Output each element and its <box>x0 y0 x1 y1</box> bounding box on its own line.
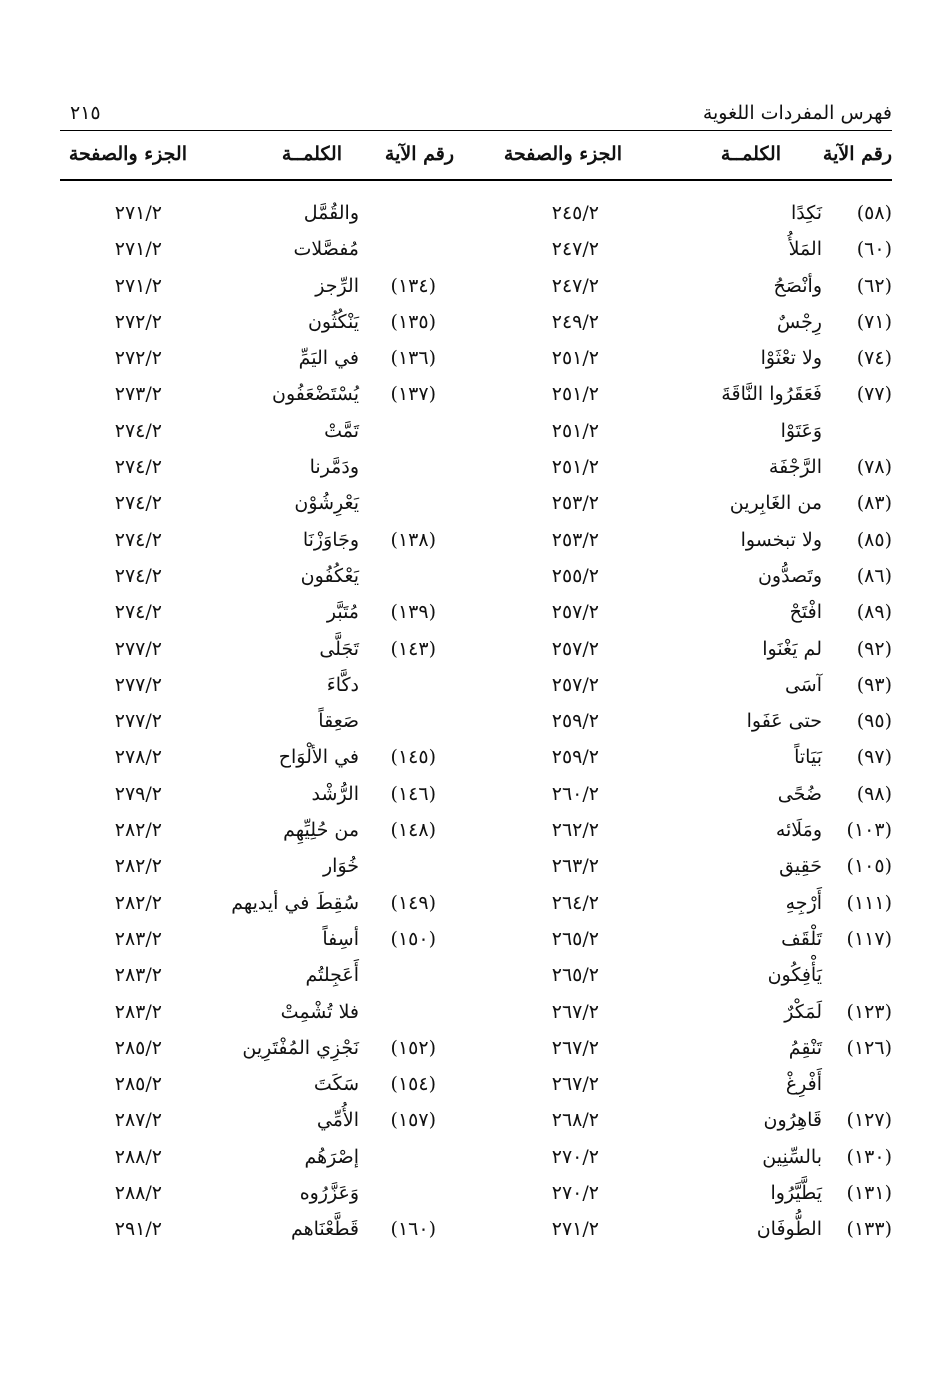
table-row <box>0 636 944 672</box>
table-row <box>0 1071 944 1107</box>
volume-page-ref: ٢٥٩/٢ <box>551 746 599 769</box>
entry-word: تَلْقَف <box>781 927 822 950</box>
table-row <box>0 599 944 635</box>
verse-number: (٨٦) <box>856 564 892 587</box>
entry-word: ولا تعْثَوْا <box>760 347 822 370</box>
entry-word: آسَى <box>784 673 822 696</box>
verse-number: (١٥٠) <box>390 927 436 950</box>
entry-word: ولا تبخسوا <box>740 528 822 551</box>
volume-page-ref: ٢٥٧/٢ <box>551 601 599 624</box>
entry-word: يَعْرِشُوْن <box>294 492 359 515</box>
header-rule <box>60 130 892 131</box>
entry-word: يَأْفِكُون <box>767 964 822 987</box>
volume-page-ref: ٢٧٧/٢ <box>114 673 162 696</box>
volume-page-ref: ٢٦٢/٢ <box>551 819 599 842</box>
entry-word: يَطَّيَّرُوا <box>770 1182 822 1205</box>
entry-word: تَنْقِمُ <box>788 1036 822 1059</box>
entry-word: في اليَمِّ <box>298 347 359 370</box>
entry-word: الأُمِّي <box>316 1109 359 1132</box>
entry-word: مُتَبَّر <box>326 601 359 624</box>
right-verse-header: رقم الآية <box>822 143 892 165</box>
volume-page-ref: ٢٧٤/٢ <box>114 492 162 515</box>
verse-number: (١٣٠) <box>846 1145 892 1168</box>
verse-number: (١١٧) <box>846 927 892 950</box>
entry-word: في الألْوَاح <box>278 746 359 769</box>
verse-number: (١٣٨) <box>390 528 436 551</box>
volume-page-ref: ٢٧١/٢ <box>551 1218 599 1241</box>
volume-page-ref: ٢٨٨/٢ <box>114 1182 162 1205</box>
volume-page-ref: ٢٧٤/٢ <box>114 564 162 587</box>
table-row <box>0 672 944 708</box>
table-row <box>0 962 944 998</box>
table-row <box>0 200 944 236</box>
volume-page-ref: ٢٧٠/٢ <box>551 1182 599 1205</box>
entry-word: ودَمَّرنا <box>309 456 359 479</box>
column-header-rule <box>60 179 892 181</box>
entry-word: خُوَار <box>322 855 359 878</box>
table-row <box>0 309 944 345</box>
table-row <box>0 926 944 962</box>
right-word-header: الكلمــة <box>720 143 781 165</box>
entry-word: أسِفاً <box>322 927 359 950</box>
entry-word: يُسْتَضْعَفُون <box>272 383 359 406</box>
entry-word: المَلأُ <box>788 238 822 261</box>
left-word-header: الكلمــة <box>281 143 342 165</box>
volume-page-ref: ٢٧٢/٢ <box>114 347 162 370</box>
verse-number: (٨٣) <box>856 492 892 515</box>
entry-word: الرُّشْد <box>311 782 359 805</box>
volume-page-ref: ٢٤٧/٢ <box>551 238 599 261</box>
table-row <box>0 817 944 853</box>
volume-page-ref: ٢٧١/٢ <box>114 202 162 224</box>
verse-number: (٧٨) <box>856 456 892 479</box>
volume-page-ref: ٢٦٧/٢ <box>551 1000 599 1023</box>
volume-page-ref: ٢٥٣/٢ <box>551 528 599 551</box>
table-row <box>0 781 944 817</box>
verse-number: (٦٢) <box>856 274 892 297</box>
table-row <box>0 563 944 599</box>
volume-page-ref: ٢٧٧/٢ <box>114 710 162 733</box>
entry-word: يَنْكُثُون <box>307 310 359 333</box>
entry-word: وأنْصَحُ <box>773 274 822 297</box>
entry-word: أَرْجِهِ <box>785 891 822 914</box>
entry-word: وجَاوَزْنَا <box>302 528 359 551</box>
verse-number: (٥٨) <box>856 202 892 224</box>
entry-word: أَفْرِغْ <box>785 1073 822 1096</box>
volume-page-ref: ٢٥٧/٢ <box>551 673 599 696</box>
table-row <box>0 1180 944 1216</box>
entry-word: تَمَّتْ <box>324 419 359 442</box>
verse-number: (٧٧) <box>856 383 892 406</box>
volume-page-ref: ٢٦٣/٢ <box>551 855 599 878</box>
verse-number: (١٢٧) <box>846 1109 892 1132</box>
volume-page-ref: ٢٦٤/٢ <box>551 891 599 914</box>
entry-word: وَعَزَّرُوه <box>299 1182 359 1205</box>
verse-number: (١٠٥) <box>846 855 892 878</box>
entry-word: الطُّوفَان <box>756 1218 822 1241</box>
entry-word: حتى عَفَوا <box>746 710 822 733</box>
volume-page-ref: ٢٨٣/٢ <box>114 1000 162 1023</box>
table-row <box>0 1144 944 1180</box>
verse-number: (١٤٨) <box>390 819 436 842</box>
volume-page-ref: ٢٦٥/٢ <box>551 964 599 987</box>
volume-page-ref: ٢٤٥/٢ <box>551 202 599 224</box>
verse-number: (٨٩) <box>856 601 892 624</box>
entry-word: افْتَحْ <box>789 601 822 624</box>
volume-page-ref: ٢٧٧/٢ <box>114 637 162 660</box>
table-row <box>0 999 944 1035</box>
verse-number: (٩٢) <box>856 637 892 660</box>
page-number: ٢١٥ <box>70 102 101 124</box>
verse-number: (١٢٦) <box>846 1036 892 1059</box>
entry-word: نَكِدًا <box>790 202 822 224</box>
volume-page-ref: ٢٧١/٢ <box>114 274 162 297</box>
entry-word: سَكَتَ <box>313 1073 359 1096</box>
running-header <box>60 102 892 132</box>
table-row <box>0 744 944 780</box>
entry-word: نَجْزِي المُفْتَرِين <box>242 1036 359 1059</box>
volume-page-ref: ٢٦٥/٢ <box>551 927 599 950</box>
volume-page-ref: ٢٦٧/٢ <box>551 1036 599 1059</box>
verse-number: (١٣٩) <box>390 601 436 624</box>
verse-number: (١٥٢) <box>390 1036 436 1059</box>
volume-page-ref: ٢٨٥/٢ <box>114 1073 162 1096</box>
table-row <box>0 273 944 309</box>
index-table <box>0 200 944 1253</box>
volume-page-ref: ٢٨٧/٢ <box>114 1109 162 1132</box>
entry-word: الرِّجز <box>315 274 359 297</box>
volume-page-ref: ٢٧٣/٢ <box>114 383 162 406</box>
entry-word: من الغَابِرين <box>729 492 822 515</box>
volume-page-ref: ٢٦٨/٢ <box>551 1109 599 1132</box>
entry-word: يَعْكُفُون <box>300 564 359 587</box>
entry-word: دكَّاءَ <box>326 673 359 696</box>
entry-word: من حُلِيِّهِم <box>283 819 359 842</box>
volume-page-ref: ٢٨٢/٢ <box>114 819 162 842</box>
verse-number: (١٣٣) <box>846 1218 892 1241</box>
entry-word: لم يَغْنَوا <box>762 637 822 660</box>
volume-page-ref: ٢٧٨/٢ <box>114 746 162 769</box>
entry-word: حَقِيق <box>779 855 822 878</box>
volume-page-ref: ٢٧٩/٢ <box>114 782 162 805</box>
verse-number: (١٣٦) <box>390 347 436 370</box>
volume-page-ref: ٢٨٢/٢ <box>114 891 162 914</box>
verse-number: (١٤٩) <box>390 891 436 914</box>
verse-number: (١٤٣) <box>390 637 436 660</box>
table-row <box>0 708 944 744</box>
entry-word: فلا تُشْمِتْ <box>280 1000 359 1023</box>
volume-page-ref: ٢٧٢/٢ <box>114 310 162 333</box>
verse-number: (٧١) <box>856 310 892 333</box>
running-title: فهرس المفردات اللغوية <box>702 102 892 124</box>
volume-page-ref: ٢٧٠/٢ <box>551 1145 599 1168</box>
entry-word: قَاهِرُون <box>763 1109 822 1132</box>
entry-word: الرَّجْفَة <box>768 456 822 479</box>
table-row <box>0 345 944 381</box>
volume-page-ref: ٢٥٩/٢ <box>551 710 599 733</box>
volume-page-ref: ٢٨٣/٢ <box>114 964 162 987</box>
volume-page-ref: ٢٥١/٢ <box>551 347 599 370</box>
table-row <box>0 1216 944 1252</box>
verse-number: (١١١) <box>846 891 892 914</box>
table-row <box>0 1035 944 1071</box>
entry-word: إصْرَهُم <box>304 1145 359 1168</box>
verse-number: (٨٥) <box>856 528 892 551</box>
verse-number: (١٥٧) <box>390 1109 436 1132</box>
volume-page-ref: ٢٧١/٢ <box>114 238 162 261</box>
verse-number: (١٣٧) <box>390 383 436 406</box>
right-ref-header: الجزء والصفحة <box>503 143 622 165</box>
volume-page-ref: ٢٥١/٢ <box>551 383 599 406</box>
volume-page-ref: ٢٧٤/٢ <box>114 601 162 624</box>
table-row <box>0 853 944 889</box>
volume-page-ref: ٢٥١/٢ <box>551 419 599 442</box>
volume-page-ref: ٢٤٩/٢ <box>551 310 599 333</box>
entry-word: ضُحًى <box>777 782 822 805</box>
verse-number: (١٣٤) <box>390 274 436 297</box>
volume-page-ref: ٢٧٤/٢ <box>114 419 162 442</box>
verse-number: (١٣٥) <box>390 310 436 333</box>
volume-page-ref: ٢٥٥/٢ <box>551 564 599 587</box>
entry-word: سُقِطَ في أيديهم <box>231 891 359 914</box>
table-row <box>0 890 944 926</box>
verse-number: (٩٣) <box>856 673 892 696</box>
verse-number: (٧٤) <box>856 347 892 370</box>
entry-word: ومَلَائه <box>775 819 822 842</box>
table-row <box>0 527 944 563</box>
volume-page-ref: ٢٩١/٢ <box>114 1218 162 1241</box>
table-row <box>0 490 944 526</box>
table-row <box>0 418 944 454</box>
entry-word: رِجْسٌ <box>776 310 822 333</box>
volume-page-ref: ٢٥٧/٢ <box>551 637 599 660</box>
table-row <box>0 236 944 272</box>
left-verse-header: رقم الآية <box>384 143 454 165</box>
verse-number: (١٤٥) <box>390 746 436 769</box>
volume-page-ref: ٢٦٠/٢ <box>551 782 599 805</box>
volume-page-ref: ٢٨٣/٢ <box>114 927 162 950</box>
entry-word: أَعَجِلتُم <box>305 964 359 987</box>
table-row <box>0 1107 944 1143</box>
verse-number: (١٢٣) <box>846 1000 892 1023</box>
verse-number: (٩٥) <box>856 710 892 733</box>
table-row <box>0 454 944 490</box>
verse-number: (١٥٤) <box>390 1073 436 1096</box>
table-row <box>0 381 944 417</box>
left-ref-header: الجزء والصفحة <box>68 143 187 165</box>
verse-number: (١٠٣) <box>846 819 892 842</box>
entry-word: لَمَكْرٌ <box>784 1000 822 1023</box>
verse-number: (٩٨) <box>856 782 892 805</box>
volume-page-ref: ٢٨٥/٢ <box>114 1036 162 1059</box>
volume-page-ref: ٢٨٢/٢ <box>114 855 162 878</box>
entry-word: وتَصدُّون <box>757 564 822 587</box>
volume-page-ref: ٢٧٤/٢ <box>114 528 162 551</box>
volume-page-ref: ٢٥١/٢ <box>551 456 599 479</box>
volume-page-ref: ٢٥٣/٢ <box>551 492 599 515</box>
verse-number: (٩٧) <box>856 746 892 769</box>
volume-page-ref: ٢٧٤/٢ <box>114 456 162 479</box>
entry-word: وَعَتَوْا <box>780 419 822 442</box>
entry-word: بالسِّنِين <box>762 1145 822 1168</box>
volume-page-ref: ٢٤٧/٢ <box>551 274 599 297</box>
verse-number: (١٦٠) <box>390 1218 436 1241</box>
entry-word: فَعَقَرُوا النَّاقَةَ <box>721 383 822 406</box>
volume-page-ref: ٢٦٧/٢ <box>551 1073 599 1096</box>
entry-word: تَجَلَّى <box>319 637 359 660</box>
volume-page-ref: ٢٨٨/٢ <box>114 1145 162 1168</box>
verse-number: (١٤٦) <box>390 782 436 805</box>
entry-word: قَطَّعْنَاهم <box>290 1218 359 1241</box>
entry-word: والقُمَّل <box>303 202 359 224</box>
entry-word: صَعِقاً <box>318 710 359 733</box>
entry-word: بَيَاتاً <box>794 746 822 769</box>
verse-number: (١٣١) <box>846 1182 892 1205</box>
entry-word: مُفصَّلات <box>293 238 359 261</box>
verse-number: (٦٠) <box>856 238 892 261</box>
